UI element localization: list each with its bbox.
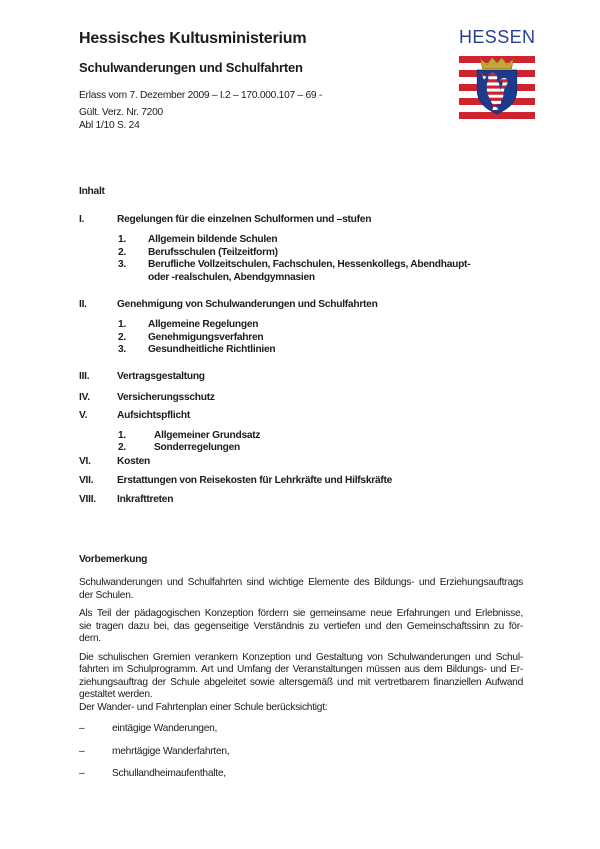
toc-heading: Inhalt [79, 186, 105, 197]
document-header [79, 30, 322, 132]
hessen-logo [459, 27, 535, 119]
toc-section-number: VI. [79, 455, 91, 467]
bullet-label: mehrtägige Wanderfahrten, [112, 745, 230, 757]
toc-subitem-label: Allgemeine Regelungen [148, 319, 259, 330]
toc-subitem-label: Berufsschulen (Teilzeitform) [148, 246, 278, 258]
paragraph-line: gestaltet werden. [79, 689, 153, 700]
toc-subitem [118, 442, 544, 455]
toc-section-number: I. [79, 214, 85, 225]
paragraph-line: Schulwanderungen und Schulfahrten sind wichtige Elemente des Bildungs- und Erziehungsauftrags [79, 577, 523, 588]
toc-sublist-1 [118, 234, 544, 284]
preamble-heading: Vorbemerkung [79, 554, 148, 565]
toc-section-number: VIII. [79, 493, 96, 505]
bullet-label: Schullandheimaufenthalte, [112, 768, 226, 779]
validity-register-line: Gült. Verz. Nr. 7200 [79, 107, 163, 118]
toc-sublist-2 [118, 319, 544, 357]
toc-subitem-number: 3. [118, 344, 126, 355]
toc-subitem-label: Allgemeiner Grundsatz [154, 429, 261, 441]
toc-section-label: Versicherungsschutz [117, 391, 215, 403]
toc-subitem [118, 259, 544, 284]
gazette-reference-line: Abl 1/10 S. 24 [79, 120, 140, 131]
hessen-coat-of-arms-icon [473, 56, 521, 116]
decree-reference-line: Erlass vom 7. Dezember 2009 – I.2 – 170.000.107 – 69 - [79, 90, 323, 101]
toc-subitem-number: 2. [118, 442, 126, 453]
toc-section-number: II. [79, 299, 87, 310]
toc-subitem [118, 319, 544, 332]
paragraph-line: Als Teil der pädagogischen Konzeption fördern sie gemeinsame neue Erfahrungen und Erlebnisse, [79, 608, 523, 619]
toc-section-2 [79, 298, 544, 311]
paragraph-line: dern. [79, 633, 101, 644]
toc-section-7 [79, 474, 544, 487]
toc-subitem [118, 234, 544, 247]
dash-marker: – [79, 768, 85, 779]
paragraph [79, 577, 523, 602]
paragraph-line: fahrten im Schulprogramm. Art und Umfang der Veranstaltungen müssen aus dem Bildungs- und Er- [79, 664, 523, 675]
hessen-flag-stripes [459, 56, 535, 119]
list-intro: Der Wander- und Fahrtenplan einer Schule berücksichtigt: [79, 701, 328, 713]
paragraph-line: sie tragen dazu bei, das gegenseitige Verständnis zu vertiefen und den Gemeinschaftssinn zu för- [79, 620, 523, 632]
toc-sublist-5 [118, 430, 544, 455]
toc-subitem [118, 332, 544, 345]
toc-section-6 [79, 455, 544, 468]
document-title: Schulwanderungen und Schulfahrten [79, 60, 303, 75]
toc-subitem-number: 3. [118, 259, 126, 270]
toc-section-number: V. [79, 409, 88, 421]
toc-subitem-label: Genehmigungsverfahren [148, 331, 264, 343]
toc-subitem-number: 1. [118, 429, 126, 441]
hessen-wordmark: HESSEN [459, 27, 536, 47]
paragraph-line: ziehungsauftrag der Schule abgeleitet sowie altersgemäß und mit vertretbarem finanziellen Aufwand [79, 676, 523, 688]
bullet-label: eintägige Wanderungen, [112, 723, 218, 734]
dash-marker: – [79, 745, 85, 757]
toc-subitem [118, 344, 544, 357]
toc-section-8 [79, 493, 544, 506]
preamble-section [79, 550, 523, 781]
toc-subitem-number: 2. [118, 246, 126, 258]
toc-subitem-number: 1. [118, 319, 126, 330]
toc-section-3 [79, 370, 544, 383]
bullet-item [79, 723, 523, 736]
toc-section-number: IV. [79, 391, 90, 403]
table-of-contents [79, 185, 544, 506]
toc-section-label: Genehmigung von Schulwanderungen und Schulfahrten [117, 299, 378, 310]
toc-subitem-label: Allgemein bildende Schulen [148, 234, 278, 245]
toc-section-label: Vertragsgestaltung [117, 370, 205, 382]
paragraph [79, 652, 523, 702]
toc-subitem-number: 2. [118, 331, 126, 343]
toc-section-number: III. [79, 370, 90, 382]
toc-section-label: Aufsichtspflicht [117, 409, 190, 421]
toc-section-label: Kosten [117, 455, 151, 467]
paragraph [79, 608, 523, 646]
toc-subitem-label: Berufliche Vollzeitschulen, Fachschulen, Hessenkollegs, Abendhaupt- oder -realschulen, Abendgymnasien [148, 259, 471, 283]
toc-subitem [118, 430, 544, 443]
toc-section-label: Regelungen für die einzelnen Schulformen und –stufen [117, 214, 372, 225]
bullet-item [79, 768, 523, 781]
toc-section-4 [79, 391, 544, 404]
toc-subitem-number: 1. [118, 234, 126, 245]
toc-section-number: VII. [79, 474, 94, 486]
dash-marker: – [79, 723, 85, 734]
toc-section-5 [79, 409, 544, 422]
toc-section-label: Inkrafttreten [117, 493, 174, 505]
toc-section-label: Erstattungen von Reisekosten für Lehrkräfte und Hilfskräfte [117, 474, 393, 486]
paragraph-line: der Schulen. [79, 589, 134, 601]
toc-subitem-label: Sonderregelungen [154, 442, 241, 453]
toc-subitem [118, 247, 544, 260]
toc-section-1 [79, 213, 544, 226]
ministry-title: Hessisches Kultusministerium [79, 30, 307, 47]
bullet-item [79, 746, 523, 759]
paragraph-line: Die schulischen Gremien verankern Konzeption und Gestaltung von Schulwanderungen und Schul- [79, 651, 523, 663]
toc-subitem-label: Gesundheitliche Richtlinien [148, 344, 276, 355]
